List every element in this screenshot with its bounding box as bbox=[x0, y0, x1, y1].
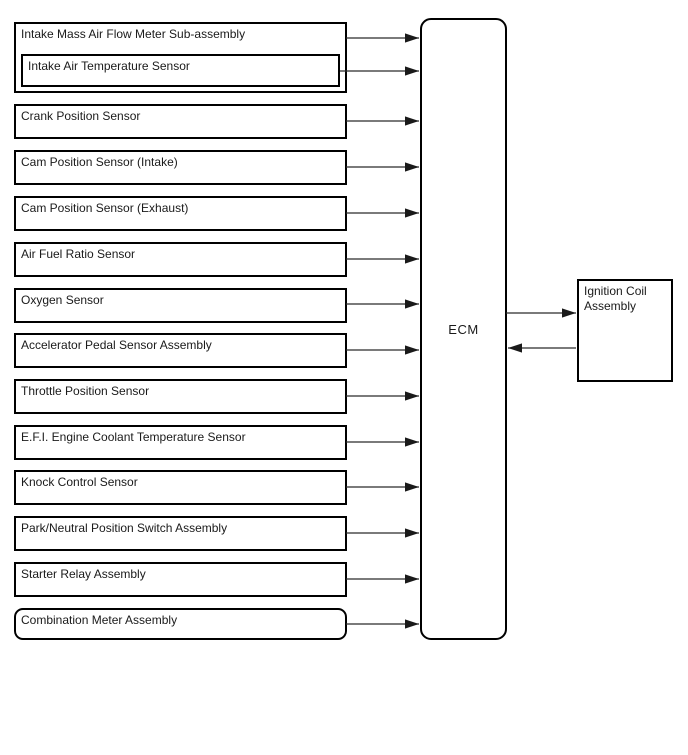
node-intake-air-temperature-sensor bbox=[21, 54, 340, 87]
node-label: Accelerator Pedal Sensor Assembly bbox=[21, 338, 212, 352]
node-knock-control-sensor bbox=[14, 470, 347, 505]
node-crank-position-sensor bbox=[14, 104, 347, 139]
node-label: Intake Air Temperature Sensor bbox=[28, 59, 190, 73]
node-label: Crank Position Sensor bbox=[21, 109, 141, 123]
node-ecm bbox=[420, 18, 507, 640]
node-oxygen-sensor bbox=[14, 288, 347, 323]
node-throttle-position-sensor bbox=[14, 379, 347, 414]
node-label: Ignition Coil Assembly bbox=[584, 284, 647, 313]
node-label: Cam Position Sensor (Intake) bbox=[21, 155, 178, 169]
node-starter-relay bbox=[14, 562, 347, 597]
node-label: E.F.I. Engine Coolant Temperature Sensor bbox=[21, 430, 246, 444]
node-label: Air Fuel Ratio Sensor bbox=[21, 247, 136, 261]
node-air-fuel-ratio-sensor bbox=[14, 242, 347, 277]
node-label: Cam Position Sensor (Exhaust) bbox=[21, 201, 189, 215]
node-intake-mass-air-flow-meter bbox=[14, 22, 347, 93]
node-cam-position-sensor-exhaust bbox=[14, 196, 347, 231]
node-label: Oxygen Sensor bbox=[21, 293, 104, 307]
node-ignition-coil-assembly bbox=[577, 279, 673, 382]
node-combination-meter bbox=[14, 608, 347, 640]
node-park-neutral-position-switch bbox=[14, 516, 347, 551]
node-label: Throttle Position Sensor bbox=[21, 384, 150, 398]
node-label: Park/Neutral Position Switch Assembly bbox=[21, 521, 228, 535]
node-label: Knock Control Sensor bbox=[21, 475, 138, 489]
node-label: ECM bbox=[448, 321, 479, 337]
node-accelerator-pedal-sensor bbox=[14, 333, 347, 368]
node-cam-position-sensor-intake bbox=[14, 150, 347, 185]
node-label: Starter Relay Assembly bbox=[21, 567, 146, 581]
node-label: Intake Mass Air Flow Meter Sub-assembly bbox=[21, 27, 246, 41]
node-label: Combination Meter Assembly bbox=[21, 613, 178, 627]
node-efi-engine-coolant-temperature-sensor bbox=[14, 425, 347, 460]
